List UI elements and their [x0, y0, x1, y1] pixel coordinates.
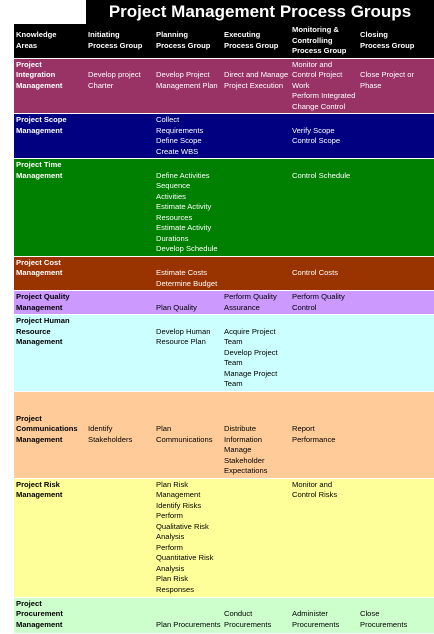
header-executing — [222, 24, 290, 58]
cell-text-line: Direct and Manage — [224, 70, 289, 79]
cell-text-line — [156, 403, 220, 414]
monitoring-cell — [290, 256, 358, 291]
cell-text-line: Management — [16, 337, 63, 346]
row-scope — [14, 114, 434, 159]
page-title: Project Management Process Groups — [86, 0, 434, 24]
planning-cell — [154, 478, 222, 597]
closing-cell — [358, 256, 434, 291]
cell-text-line: Quantitative Risk — [156, 553, 214, 562]
cell-text-line: Monitor and — [292, 59, 333, 69]
closing-cell — [358, 478, 434, 597]
cell-text-line: Analysis — [156, 563, 185, 573]
initiating-cell — [86, 159, 154, 257]
cell-text-line: Project — [16, 59, 42, 69]
cell-text-line — [88, 403, 152, 414]
cell-text-line: Phase — [360, 80, 382, 90]
cell-text-line — [224, 599, 288, 610]
executing-cell — [222, 58, 290, 114]
cell-text-line: Project Execution — [224, 80, 284, 90]
closing-cell — [358, 291, 434, 315]
cell-text-line: Plan Risk — [156, 574, 189, 583]
row-risk — [14, 478, 434, 597]
cell-text-line: Resources — [156, 212, 193, 222]
cell-text-line: Project Risk — [16, 479, 60, 489]
cell-text-line: Monitoring & — [292, 25, 339, 34]
row-quality — [14, 291, 434, 315]
cell-text-line: Process Group — [88, 40, 143, 50]
cell-text-line: Controlling — [292, 35, 333, 45]
cell-text-line: Management — [156, 490, 201, 499]
cell-text-line: Control Costs — [292, 268, 339, 277]
cell-text-line: Information — [224, 434, 262, 444]
cell-text-line: Process Group — [292, 46, 347, 55]
cell-text-line: Assurance — [224, 302, 260, 312]
cell-text-line: Knowledge — [16, 30, 57, 40]
cell-text-line — [156, 393, 220, 404]
cell-text-line: Manage Project — [224, 368, 278, 378]
cell-text-line: Report — [292, 424, 315, 433]
monitoring-cell — [290, 114, 358, 159]
cell-text-line: Executing — [224, 30, 261, 40]
row-cost — [14, 256, 434, 291]
knowledge-area-cell — [14, 597, 86, 633]
cell-text-line: Team — [224, 379, 243, 388]
cell-text-line: Define Scope — [156, 136, 202, 145]
header-initiating — [86, 24, 154, 58]
cell-text-line: Change Control — [292, 101, 346, 111]
cell-text-line: Plan Procurements — [156, 619, 221, 629]
cell-text-line: Sequence — [156, 181, 191, 190]
cell-text-line: Perform Quality — [292, 292, 345, 301]
closing-cell — [358, 391, 434, 478]
header-closing — [358, 24, 434, 58]
cell-text-line: Monitor and — [292, 479, 333, 489]
cell-text-line: Perform — [156, 511, 184, 520]
closing-cell — [358, 58, 434, 114]
cell-text-line: Management — [16, 125, 63, 135]
knowledge-area-cell — [14, 315, 86, 392]
cell-text-line: Identify Risks — [156, 500, 202, 510]
cell-text-line: Procurements — [360, 619, 408, 629]
cell-text-line — [16, 393, 84, 404]
monitoring-cell — [290, 478, 358, 597]
planning-cell — [154, 597, 222, 633]
cell-text-line: Analysis — [156, 532, 185, 541]
cell-text-line: Requirements — [156, 125, 204, 135]
cell-text-line: Define Activities — [156, 170, 210, 180]
cell-text-line: Management — [16, 434, 63, 444]
cell-text-line: Procurements — [224, 619, 272, 629]
initiating-cell — [86, 391, 154, 478]
cell-text-line — [156, 316, 220, 327]
cell-text-line: Project Human — [16, 316, 70, 325]
row-human-resource — [14, 315, 434, 392]
cell-text-line: Develop Schedule — [156, 244, 218, 253]
knowledge-area-cell — [14, 391, 86, 478]
cell-text-line: Initiating — [88, 30, 120, 40]
cell-text-line: Communications — [16, 424, 78, 433]
cell-text-line — [292, 160, 356, 171]
planning-cell — [154, 256, 222, 291]
executing-cell — [222, 391, 290, 478]
cell-text-line: Distribute — [224, 424, 257, 433]
cell-text-line: Integration — [16, 70, 56, 79]
cell-text-line: Create WBS — [156, 146, 199, 156]
cell-text-line: Charter — [88, 80, 114, 90]
knowledge-area-cell — [14, 114, 86, 159]
executing-cell — [222, 114, 290, 159]
initiating-cell — [86, 315, 154, 392]
cell-text-line: Administer — [292, 609, 328, 618]
monitoring-cell — [290, 58, 358, 114]
cell-text-line: Closing — [360, 30, 388, 40]
cell-text-line: Management — [16, 619, 63, 629]
cell-text-line — [292, 258, 356, 269]
cell-text-line: Process Group — [224, 40, 279, 50]
cell-text-line: Control Schedule — [292, 170, 351, 180]
executing-cell — [222, 597, 290, 633]
cell-text-line: Qualitative Risk — [156, 521, 209, 531]
cell-text-line: Conduct — [224, 609, 253, 618]
cell-text-line — [156, 609, 220, 620]
row-integration — [14, 58, 434, 114]
monitoring-cell — [290, 315, 358, 392]
cell-text-line: Manage — [224, 445, 252, 454]
cell-text-line: Management — [16, 490, 63, 499]
row-time — [14, 159, 434, 257]
knowledge-area-cell — [14, 256, 86, 291]
monitoring-cell — [290, 291, 358, 315]
cell-text-line: Management — [16, 302, 63, 312]
cell-text-line: Process Group — [360, 40, 415, 50]
cell-text-line: Work — [292, 80, 310, 90]
cell-text-line: Resource — [16, 326, 51, 336]
cell-text-line — [156, 258, 220, 269]
cell-text-line: Plan Risk — [156, 479, 189, 489]
cell-text-line: Develop Project — [156, 70, 210, 79]
cell-text-line: Stakeholder — [224, 455, 265, 465]
cell-text-line: Project Quality — [16, 292, 70, 301]
cell-text-line: Communications — [156, 434, 213, 444]
cell-text-line — [292, 599, 356, 610]
cell-text-line: Develop Human — [156, 326, 211, 336]
planning-cell — [154, 315, 222, 392]
cell-text-line: Control Scope — [292, 136, 341, 145]
cell-text-line: Perform Quality — [224, 292, 277, 301]
cell-text-line: Close — [360, 609, 380, 618]
cell-text-line: Estimate Activity — [156, 223, 212, 232]
cell-text-line — [224, 393, 288, 404]
cell-text-line — [88, 393, 152, 404]
cell-text-line: Resource Plan — [156, 337, 206, 346]
closing-cell — [358, 597, 434, 633]
cell-text-line — [292, 414, 356, 425]
cell-text-line — [156, 599, 220, 610]
cell-text-line: Estimate Costs — [156, 268, 208, 277]
row-communications — [14, 391, 434, 478]
cell-text-line: Control — [292, 302, 317, 312]
cell-text-line: Close Project or — [360, 70, 415, 79]
cell-text-line: Project Cost — [16, 257, 61, 267]
cell-text-line — [292, 393, 356, 404]
initiating-cell — [86, 597, 154, 633]
cell-text-line: Control Project — [292, 70, 343, 79]
cell-text-line — [156, 60, 220, 71]
cell-text-line — [360, 599, 432, 610]
cell-text-line: Determine Budget — [156, 278, 218, 288]
cell-text-line: Identify — [88, 424, 113, 433]
monitoring-cell — [290, 597, 358, 633]
cell-text-line: Stakeholders — [88, 434, 133, 444]
cell-text-line — [156, 414, 220, 425]
cell-text-line: Procurement — [16, 609, 63, 618]
cell-text-line: Collect — [156, 115, 180, 124]
cell-text-line: Planning — [156, 30, 189, 40]
cell-text-line: Estimate Activity — [156, 202, 212, 211]
cell-text-line: Project Scope — [16, 115, 67, 124]
cell-text-line: Develop project — [88, 70, 141, 79]
cell-text-line: Verify Scope — [292, 125, 335, 135]
cell-text-line: Management — [16, 268, 63, 277]
initiating-cell — [86, 256, 154, 291]
cell-text-line — [292, 403, 356, 414]
cell-text-line — [156, 292, 220, 303]
cell-text-line — [224, 414, 288, 425]
header-knowledge-areas — [14, 24, 86, 58]
cell-text-line — [224, 316, 288, 327]
cell-text-line — [88, 414, 152, 425]
header-planning — [154, 24, 222, 58]
initiating-cell — [86, 478, 154, 597]
cell-text-line: Areas — [16, 40, 38, 50]
cell-text-line: Performance — [292, 434, 336, 444]
executing-cell — [222, 159, 290, 257]
initiating-cell — [86, 114, 154, 159]
planning-cell — [154, 58, 222, 114]
cell-text-line — [88, 60, 152, 71]
cell-text-line: Perform Integrated — [292, 91, 356, 100]
cell-text-line: Team — [224, 337, 243, 346]
planning-cell — [154, 159, 222, 257]
closing-cell — [358, 159, 434, 257]
cell-text-line: Activities — [156, 191, 186, 201]
cell-text-line — [224, 403, 288, 414]
cell-text-line — [360, 60, 432, 71]
cell-text-line: Procurements — [292, 619, 340, 629]
cell-text-line: Plan — [156, 424, 172, 433]
planning-cell — [154, 291, 222, 315]
closing-cell — [358, 114, 434, 159]
knowledge-area-cell — [14, 478, 86, 597]
cell-text-line — [156, 160, 220, 171]
planning-cell — [154, 391, 222, 478]
knowledge-area-cell — [14, 159, 86, 257]
monitoring-cell — [290, 159, 358, 257]
header-monitoring-controlling — [290, 24, 358, 58]
cell-text-line: Project — [16, 598, 42, 608]
initiating-cell — [86, 58, 154, 114]
knowledge-area-cell — [14, 58, 86, 114]
cell-text-line: Management — [16, 170, 63, 180]
cell-text-line: Plan Quality — [156, 302, 197, 312]
knowledge-area-cell — [14, 291, 86, 315]
cell-text-line: Durations — [156, 233, 189, 243]
executing-cell — [222, 478, 290, 597]
process-groups-table — [14, 24, 434, 634]
cell-text-line: Expectations — [224, 466, 268, 475]
initiating-cell — [86, 291, 154, 315]
cell-text-line: Project — [16, 413, 42, 423]
executing-cell — [222, 315, 290, 392]
cell-text-line: Team — [224, 358, 243, 367]
cell-text-line — [16, 403, 84, 414]
cell-text-line — [224, 60, 288, 71]
row-procurement — [14, 597, 434, 633]
cell-text-line: Management — [16, 80, 63, 90]
planning-cell — [154, 114, 222, 159]
cell-text-line: Project Time — [16, 160, 62, 169]
header-row — [14, 24, 434, 58]
executing-cell — [222, 256, 290, 291]
cell-text-line: Responses — [156, 584, 194, 594]
cell-text-line: Develop Project — [224, 347, 278, 357]
cell-text-line: Management Plan — [156, 80, 218, 90]
cell-text-line: Process Group — [156, 40, 211, 50]
cell-text-line: Control Risks — [292, 490, 338, 499]
closing-cell — [358, 315, 434, 392]
executing-cell — [222, 291, 290, 315]
cell-text-line: Acquire Project — [224, 326, 276, 336]
cell-text-line — [292, 115, 356, 126]
cell-text-line: Perform — [156, 542, 184, 552]
monitoring-cell — [290, 391, 358, 478]
